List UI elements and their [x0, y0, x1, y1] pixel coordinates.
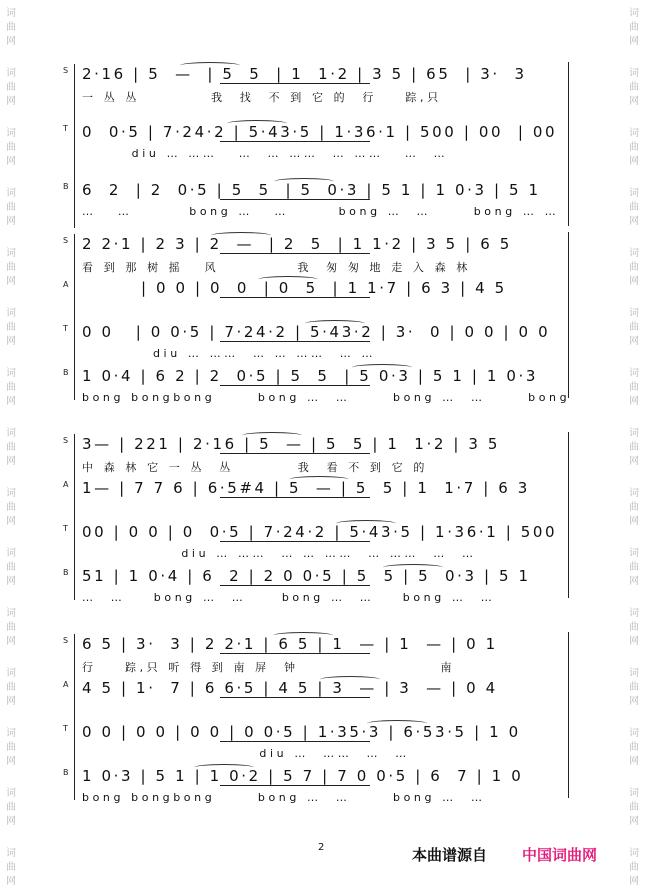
watermark-char: 词	[629, 8, 639, 19]
watermark-char: 词	[629, 428, 639, 439]
watermark-char: 曲	[6, 622, 16, 633]
staff-s	[60, 62, 570, 102]
jianpu-notes: 0 0·5 | 7·24·2 | 5·43·5 | 1·36·1 | 500 | 00 | 00	[82, 123, 558, 141]
lyrics-line: bong bongbong bong … … bong … … bong	[82, 391, 571, 404]
lyrics-line: … … bong … … bong … … bong … …	[82, 591, 496, 604]
watermark-char: 词	[629, 848, 639, 859]
watermark-char: 词	[629, 368, 639, 379]
watermark-char: 曲	[629, 382, 639, 393]
voice-label: A	[63, 680, 69, 689]
beam-line	[220, 297, 370, 298]
slur-mark	[194, 764, 254, 771]
beam-line	[220, 341, 370, 342]
slur-mark	[258, 276, 318, 283]
voice-label: A	[63, 480, 69, 489]
lyrics-line: 看 到 那 树 摇 风 我 匆 匆 地 走 入 森 林	[82, 261, 471, 274]
score-system	[60, 232, 570, 408]
lyrics-line: diu … …… … … …… … …… … …	[82, 547, 477, 560]
jianpu-notes: 00 | 0 0 | 0 0·5 | 7·24·2 | 5·43·5 | 1·36·1 | 500	[82, 523, 558, 541]
right-watermark	[623, 0, 645, 891]
watermark-char: 曲	[6, 322, 16, 333]
watermark-char: 曲	[6, 802, 16, 813]
beam-line	[220, 785, 370, 786]
watermark-char: 词	[6, 548, 16, 559]
staff-b	[60, 178, 570, 218]
watermark-char: 网	[6, 156, 16, 167]
jianpu-notes: 51 | 1 0·4 | 6 2 | 2 0 0·5 | 5 5 | 5 0·3 | 5 1	[82, 567, 531, 585]
voice-label: S	[63, 436, 69, 445]
watermark-char: 曲	[6, 142, 16, 153]
slur-mark	[383, 564, 443, 571]
watermark-char: 曲	[6, 502, 16, 513]
watermark-char: 词	[6, 308, 16, 319]
watermark-char: 词	[6, 248, 16, 259]
watermark-char: 网	[6, 516, 16, 527]
watermark-char: 网	[6, 576, 16, 587]
watermark-char: 曲	[6, 22, 16, 33]
watermark-char: 词	[629, 128, 639, 139]
watermark-char: 网	[6, 336, 16, 347]
jianpu-notes: 4 5 | 1· 7 | 6 6·5 | 4 5 | 3 — | 3 — | 0 4	[82, 679, 498, 697]
watermark-char: 曲	[6, 382, 16, 393]
watermark-char: 网	[629, 216, 639, 227]
watermark-char: 词	[6, 8, 16, 19]
watermark-char: 网	[6, 876, 16, 887]
beam-line	[220, 385, 370, 386]
watermark-char: 词	[6, 488, 16, 499]
jianpu-notes: 2·16 | 5 — | 5 5 | 1 1·2 | 3 5 | 65 | 3· 3	[82, 65, 527, 83]
slur-mark	[352, 364, 412, 371]
watermark-char: 曲	[629, 82, 639, 93]
watermark-char: 曲	[629, 322, 639, 333]
watermark-char: 网	[6, 36, 16, 47]
watermark-char: 网	[629, 336, 639, 347]
jianpu-notes: 0 0 | 0 0 | 0 0 | 0 0·5 | 1·35·3 | 6·53·5 | 1 0	[82, 723, 521, 741]
watermark-char: 词	[6, 368, 16, 379]
watermark-char: 曲	[6, 442, 16, 453]
page-number: 2	[318, 842, 325, 853]
score-system	[60, 62, 570, 236]
watermark-char: 网	[6, 276, 16, 287]
watermark-char: 词	[629, 728, 639, 739]
watermark-char: 网	[629, 876, 639, 887]
watermark-char: 网	[629, 36, 639, 47]
watermark-char: 曲	[6, 682, 16, 693]
watermark-char: 词	[629, 548, 639, 559]
watermark-char: 网	[629, 756, 639, 767]
voice-label: B	[63, 368, 69, 377]
watermark-char: 曲	[6, 562, 16, 573]
staff-a	[60, 676, 570, 716]
watermark-char: 曲	[6, 742, 16, 753]
jianpu-notes: 6 5 | 3· 3 | 2 2·1 | 6 5 | 1 — | 1 — | 0 1	[82, 635, 498, 653]
slur-mark	[305, 320, 365, 327]
watermark-char: 曲	[629, 682, 639, 693]
site-name[interactable]: 中国词曲网	[522, 846, 598, 864]
slur-mark	[242, 432, 302, 439]
beam-line	[220, 199, 370, 200]
watermark-char: 曲	[629, 742, 639, 753]
score-system	[60, 432, 570, 608]
voice-label: S	[63, 636, 69, 645]
jianpu-notes: 0 0 | 0 0·5 | 7·24·2 | 5·43·2 | 3· 0 | 0 0 | 0 0	[82, 323, 551, 341]
lyrics-line: … … bong … … bong … … bong … …	[82, 205, 560, 218]
watermark-char: 词	[629, 248, 639, 259]
watermark-char: 词	[6, 68, 16, 79]
jianpu-notes: 6 2 | 2 0·5 | 5 5 | 5 0·3 | 5 1 | 1 0·3 | 5 1	[82, 181, 541, 199]
watermark-char: 曲	[629, 202, 639, 213]
staff-s	[60, 632, 570, 672]
staff-t	[60, 320, 570, 360]
beam-line	[220, 585, 370, 586]
jianpu-notes: 1 0·4 | 6 2 | 2 0·5 | 5 5 | 5 0·3 | 5 1 | 1 0·3	[82, 367, 539, 385]
watermark-char: 曲	[629, 22, 639, 33]
jianpu-notes: | 0 0 | 0 0 | 0 5 | 1 1·7 | 6 3 | 4 5	[82, 279, 507, 297]
watermark-char: 词	[6, 788, 16, 799]
watermark-char: 网	[629, 456, 639, 467]
lyrics-line: diu … …… … … …… … …… … …	[82, 147, 449, 160]
watermark-char: 词	[6, 608, 16, 619]
voice-label: T	[63, 524, 68, 533]
lyrics-line: diu … …… … … …… … …	[82, 347, 377, 360]
voice-label: S	[63, 66, 69, 75]
staff-t	[60, 520, 570, 560]
score-system	[60, 632, 570, 808]
slur-mark	[211, 232, 271, 239]
lyrics-line: 一 丛 丛 我 找 不 到 它 的 行 踪,只	[82, 91, 442, 104]
jianpu-notes: 2 2·1 | 2 3 | 2 — | 2 5 | 1 1·2 | 3 5 | 6 5	[82, 235, 512, 253]
staff-s	[60, 232, 570, 272]
lyrics-line: diu … …… … …	[82, 747, 410, 760]
watermark-char: 网	[629, 696, 639, 707]
slur-mark	[274, 178, 334, 185]
watermark-char: 词	[629, 788, 639, 799]
jianpu-notes: 1— | 7 7 6 | 6·5#4 | 5 — | 5 5 | 1 1·7 | 6 3	[82, 479, 530, 497]
watermark-char: 曲	[6, 262, 16, 273]
beam-line	[220, 541, 370, 542]
beam-line	[220, 141, 370, 142]
watermark-char: 曲	[6, 862, 16, 873]
watermark-char: 网	[6, 756, 16, 767]
watermark-char: 曲	[629, 862, 639, 873]
watermark-char: 词	[6, 428, 16, 439]
slur-mark	[289, 476, 349, 483]
watermark-char: 词	[6, 128, 16, 139]
staff-a	[60, 276, 570, 316]
watermark-char: 网	[6, 396, 16, 407]
watermark-char: 词	[6, 728, 16, 739]
lyrics-line: 中 森 林 它 一 丛 丛 我 看 不 到 它 的	[82, 461, 428, 474]
watermark-char: 网	[6, 216, 16, 227]
slur-mark	[180, 62, 240, 69]
voice-label: T	[63, 124, 68, 133]
voice-label: S	[63, 236, 69, 245]
watermark-char: 词	[629, 668, 639, 679]
voice-label: B	[63, 768, 69, 777]
watermark-char: 网	[629, 576, 639, 587]
staff-t	[60, 120, 570, 160]
jianpu-notes: 3— | 221 | 2·16 | 5 — | 5 5 | 1 1·2 | 3 5	[82, 435, 501, 453]
watermark-char: 词	[629, 188, 639, 199]
staff-t	[60, 720, 570, 760]
watermark-char: 网	[6, 456, 16, 467]
watermark-char: 词	[6, 848, 16, 859]
watermark-char: 网	[629, 396, 639, 407]
watermark-char: 曲	[629, 502, 639, 513]
watermark-char: 词	[6, 668, 16, 679]
slur-mark	[320, 676, 380, 683]
beam-line	[220, 253, 370, 254]
watermark-char: 曲	[629, 802, 639, 813]
jianpu-notes: 1 0·3 | 5 1 | 1 0·2 | 5 7 | 7 0 0·5 | 6 7 | 1 0	[82, 767, 524, 785]
watermark-char: 网	[629, 156, 639, 167]
slur-mark	[336, 520, 396, 527]
beam-line	[220, 741, 370, 742]
watermark-char: 词	[629, 608, 639, 619]
watermark-char: 曲	[6, 202, 16, 213]
beam-line	[220, 653, 370, 654]
voice-label: B	[63, 568, 69, 577]
watermark-char: 词	[6, 188, 16, 199]
lyrics-line: bong bongbong bong … … bong … …	[82, 791, 486, 804]
watermark-char: 曲	[629, 622, 639, 633]
voice-label: B	[63, 182, 69, 191]
beam-line	[220, 83, 370, 84]
watermark-char: 曲	[629, 562, 639, 573]
staff-b	[60, 564, 570, 604]
staff-b	[60, 364, 570, 404]
watermark-char: 曲	[6, 82, 16, 93]
beam-line	[220, 497, 370, 498]
watermark-char: 词	[629, 488, 639, 499]
watermark-char: 词	[629, 68, 639, 79]
watermark-char: 网	[6, 96, 16, 107]
voice-label: T	[63, 324, 68, 333]
watermark-char: 网	[629, 276, 639, 287]
watermark-char: 网	[629, 636, 639, 647]
watermark-char: 网	[629, 816, 639, 827]
staff-a	[60, 476, 570, 516]
voice-label: T	[63, 724, 68, 733]
watermark-char: 曲	[629, 262, 639, 273]
beam-line	[220, 453, 370, 454]
left-watermark	[0, 0, 22, 891]
watermark-char: 曲	[629, 142, 639, 153]
staff-b	[60, 764, 570, 804]
slur-mark	[273, 632, 333, 639]
slur-mark	[367, 720, 427, 727]
watermark-char: 网	[629, 96, 639, 107]
beam-line	[220, 697, 370, 698]
staff-s	[60, 432, 570, 472]
source-label: 本曲谱源自	[412, 846, 488, 864]
watermark-char: 网	[629, 516, 639, 527]
slur-mark	[227, 120, 287, 127]
lyrics-line: 行 踪,只 听 得 到 南 屏 钟 南	[82, 661, 456, 674]
watermark-char: 曲	[629, 442, 639, 453]
watermark-char: 词	[629, 308, 639, 319]
voice-label: A	[63, 280, 69, 289]
watermark-char: 网	[6, 696, 16, 707]
watermark-char: 网	[6, 636, 16, 647]
watermark-char: 网	[6, 816, 16, 827]
